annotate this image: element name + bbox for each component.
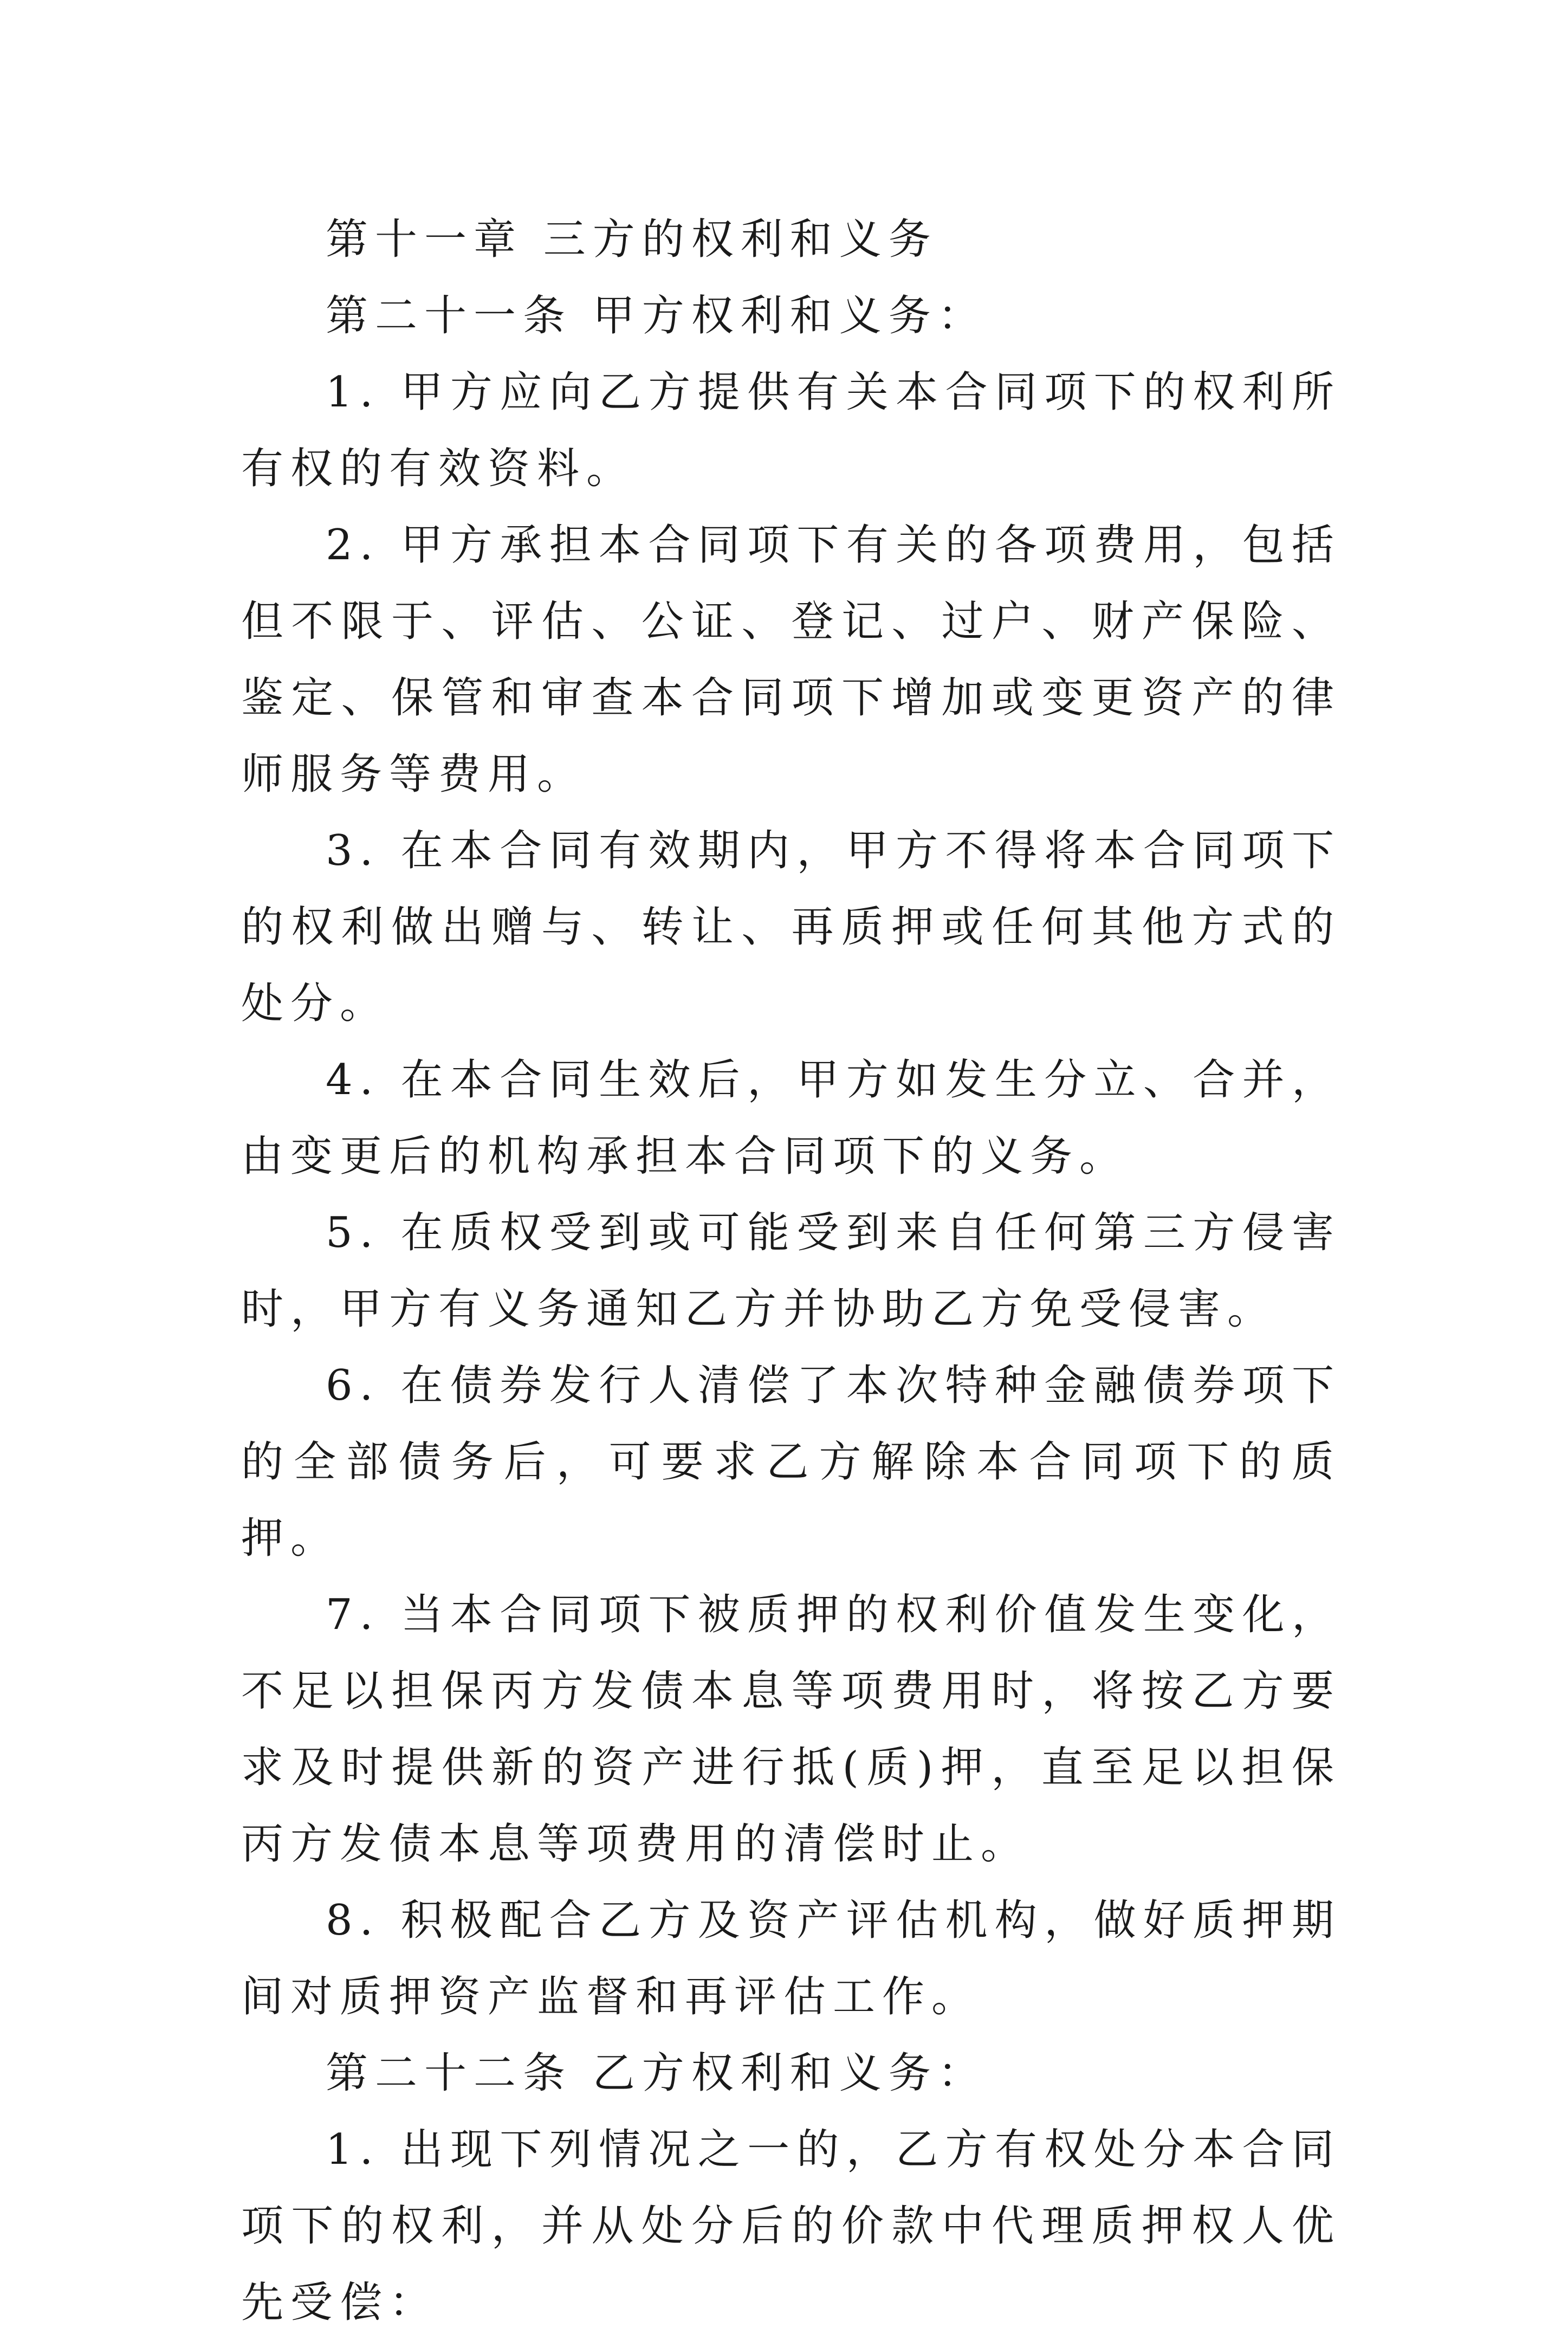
article-22-item-1: 1. 出现下列情况之一的，乙方有权处分本合同项下的权利，并从处分后的价款中代理质押权人优先受偿： bbox=[241, 2125, 1341, 2327]
document-page bbox=[241, 202, 1341, 2341]
article-21-item-3: 3. 在本合同有效期内，甲方不得将本合同项下的权利做出赠与、转让、再质押或任何其他方式的处分。 bbox=[241, 826, 1341, 1028]
article-21-item-7: 7. 当本合同项下被质押的权利价值发生变化，不足以担保丙方发债本息等项费用时，将按乙方要求及时提供新的资产进行抵(质)押，直至足以担保丙方发债本息等项费用的清偿时止。 bbox=[241, 1590, 1341, 1868]
article-21-heading: 第二十一条 甲方权利和义务： bbox=[326, 292, 987, 340]
article-21-item-1: 1. 甲方应向乙方提供有关本合同项下的权利所有权的有效资料。 bbox=[241, 368, 1341, 493]
article-21-item-8: 8. 积极配合乙方及资产评估机构，做好质押期间对质押资产监督和再评估工作。 bbox=[241, 1896, 1341, 2021]
chapter-title: 第十一章 三方的权利和义务 bbox=[326, 215, 938, 264]
article-21-item-2: 2. 甲方承担本合同项下有关的各项费用，包括但不限于、评估、公证、登记、过户、财产保险、鉴定、保管和审查本合同项下增加或变更资产的律师服务等费用。 bbox=[241, 521, 1341, 799]
article-21-item-4: 4. 在本合同生效后，甲方如发生分立、合并，由变更后的机构承担本合同项下的义务。 bbox=[241, 1056, 1341, 1181]
article-22-heading: 第二十二条 乙方权利和义务： bbox=[326, 2049, 987, 2098]
article-21-item-6: 6. 在债券发行人清偿了本次特种金融债券项下的全部债务后，可要求乙方解除本合同项下的质押。 bbox=[241, 1361, 1341, 1563]
article-21-item-5: 5. 在质权受到或可能受到来自任何第三方侵害时，甲方有义务通知乙方并协助乙方免受侵害。 bbox=[241, 1208, 1341, 1334]
